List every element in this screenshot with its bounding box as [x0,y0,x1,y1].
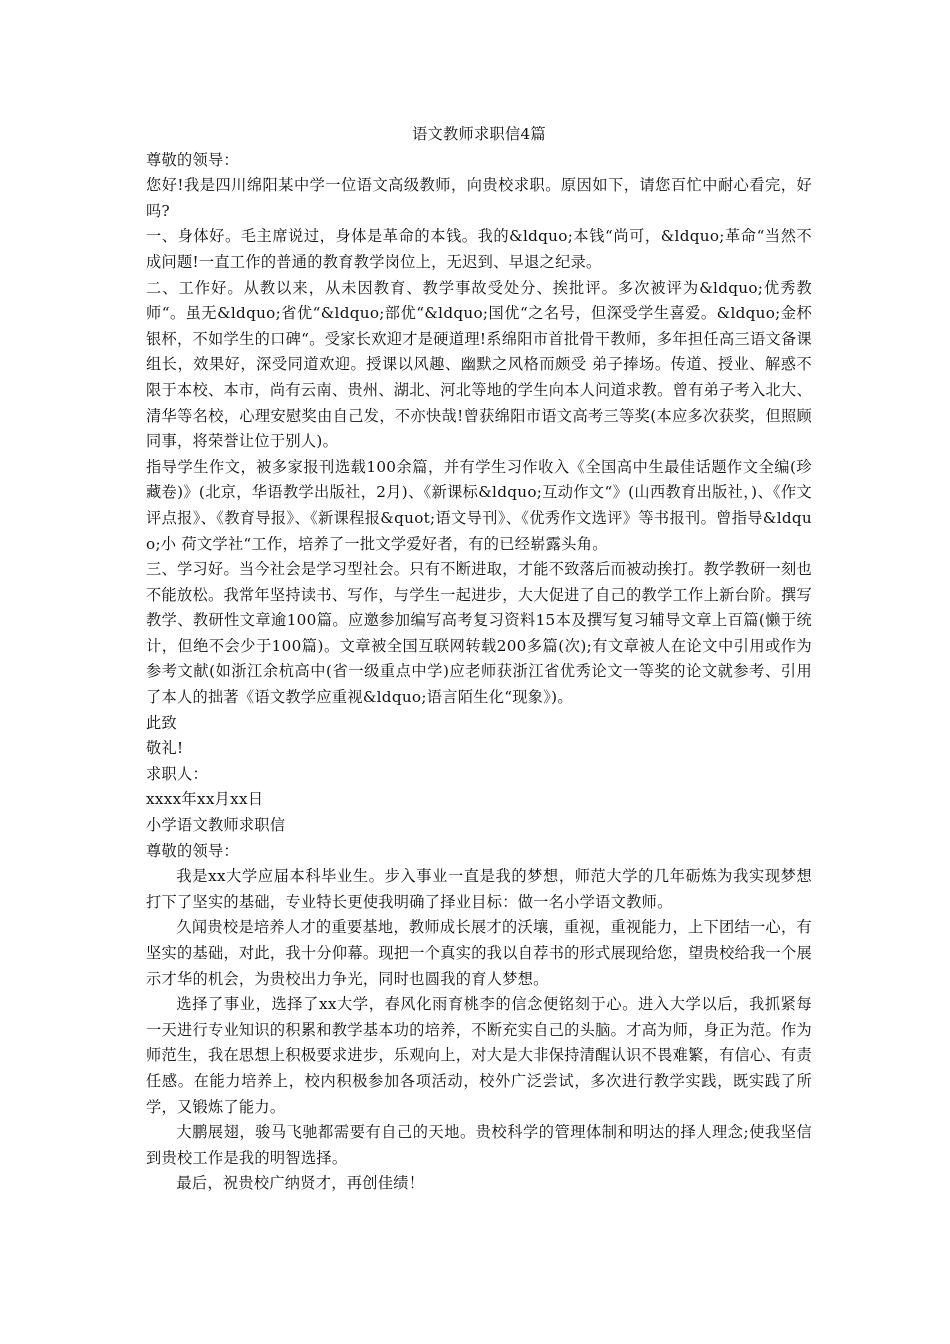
document-title: 语文教师求职信4篇 [412,125,546,143]
letter2-salutation: 尊敬的领导： [146,841,239,860]
letter1-closing-2: 敬礼! [146,739,184,758]
letter1-date: xxxx年xx月xx日 [146,790,264,809]
letter2-paragraph-school: 久闻贵校是培养人才的重要基地，教师成长展才的沃壤，重视，重视能力，上下团结一心，有坚实的基础，对此，我十分仰幕。现把一个真实的我以自荐书的形式展现给您，望贵校给我一个展示才华的机会，为贵校出力争光，同时也圆我的育人梦想。 [146,918,812,988]
letter2-paragraph-intro: 我是xx大学应届本科毕业生。步入事业一直是我的梦想，师范大学的几年砺炼为我实现梦想打下了坚实的基础，专业特长更使我明确了择业目标：做一名小学语文教师。 [146,867,812,911]
letter1-closing-1: 此致 [146,713,177,732]
letter1-paragraph-health: 一、身体好。毛主席说过，身体是革命的本钱。我的&ldquo;本钱“尚可，&ldquo;革命“当然不成问题!一直工作的普通的教育教学岗位上，无迟到、早退之纪录。 [146,227,812,271]
letter1-paragraph-work: 二、工作好。从教以来，从未因教育、教学事故受处分、挨批评。多次被评为&ldquo;优秀教师“。虽无&ldquo;省优“&ldquo;部优“&ldquo;国优“之名号，但深受学生喜爱。&ldquo;金杯 银杯，不如学生的口碑“。受家长欢迎才是硬道理!系绵阳市首批骨干教师，多年担任高三语文备课组长，效果好，深受同道欢迎。授课以风趣、幽默之风格而颇受 弟子捧场。传道、授业、解惑不限于本校、本市，尚有云南、贵州、湖北、河北等地的学生向本人问道求教。曾有弟子考入北大、清华等名校，心理安慰奖由自己发，不亦快哉!曾获绵阳市语文高考三等奖(本应多次获奖，但照顾同事，将荣誉让位于别人)。 [146,278,812,451]
letter1-paragraph-guidance: 指导学生作文，被多家报刊选载100余篇，并有学生习作收入《全国高中生最佳话题作文全编(珍藏卷)》(北京，华语教学出版社，2月)、《新课标&ldquo;互动作文“》(山西教育出版社，)、《作文评点报》、《教育导报》、《新课程报&quot;语文导刊》、《优秀作文选评》等书报刊。曾指导&ldquo;小 荷文学社“工作，培养了一批文学爱好者，有的已经崭露头角。 [146,457,812,553]
letter1-salutation: 尊敬的领导： [146,150,239,169]
letter2-title: 小学语文教师求职信 [146,816,286,835]
letter2-paragraph-closing: 最后，祝贵校广纳贤才，再创佳绩！ [176,1174,425,1193]
letter1-paragraph-study: 三、学习好。当今社会是学习型社会。只有不断进取，才能不致落后而被动挨打。教学教研一刻也不能放松。我常年坚持读书、写作，与学生一起进步，大大促进了自己的教学工作上新台阶。撰写教学、教研性文章逾100篇。应邀参加编写高考复习资料15本及撰写复习辅导文章上百篇(懒于统计，但绝不会少于100篇)。文章被全国互联网转载200多篇(次);有文章被人在论文中引用或作为参考文献(如浙江余杭高中(省一级重点中学)应老师获浙江省优秀论文一等奖的论文就参考、引用了本人的拙著《语文教学应重视&ldquo;语言陌生化“现象》)。 [146,560,812,707]
letter2-paragraph-career: 选择了事业，选择了xx大学，春风化雨育桃李的信念便铭刻于心。进入大学以后，我抓紧每一天进行专业知识的积累和教学基本功的培养，不断充实自己的头脑。才高为师，身正为范。作为师范生，我在思想上积极要求进步，乐观向上，对大是大非保持清醒认识不畏难繁，有信心、有责任感。在能力培养上，校内积极参加各项活动，校外广泛尝试，多次进行教学实践，既实践了所学，又锻炼了能力。 [146,995,812,1116]
letter2-paragraph-ambition: 大鹏展翅，骏马飞驰都需要有自己的天地。贵校科学的管理体制和明达的择人理念;使我坚信到贵校工作是我的明智选择。 [146,1123,812,1167]
letter1-signature: 求职人： [146,764,208,783]
document-body [146,122,812,1197]
letter1-paragraph-intro: 您好!我是四川绵阳某中学一位语文高级教师，向贵校求职。原因如下，请您百忙中耐心看完，好吗? [146,176,812,220]
